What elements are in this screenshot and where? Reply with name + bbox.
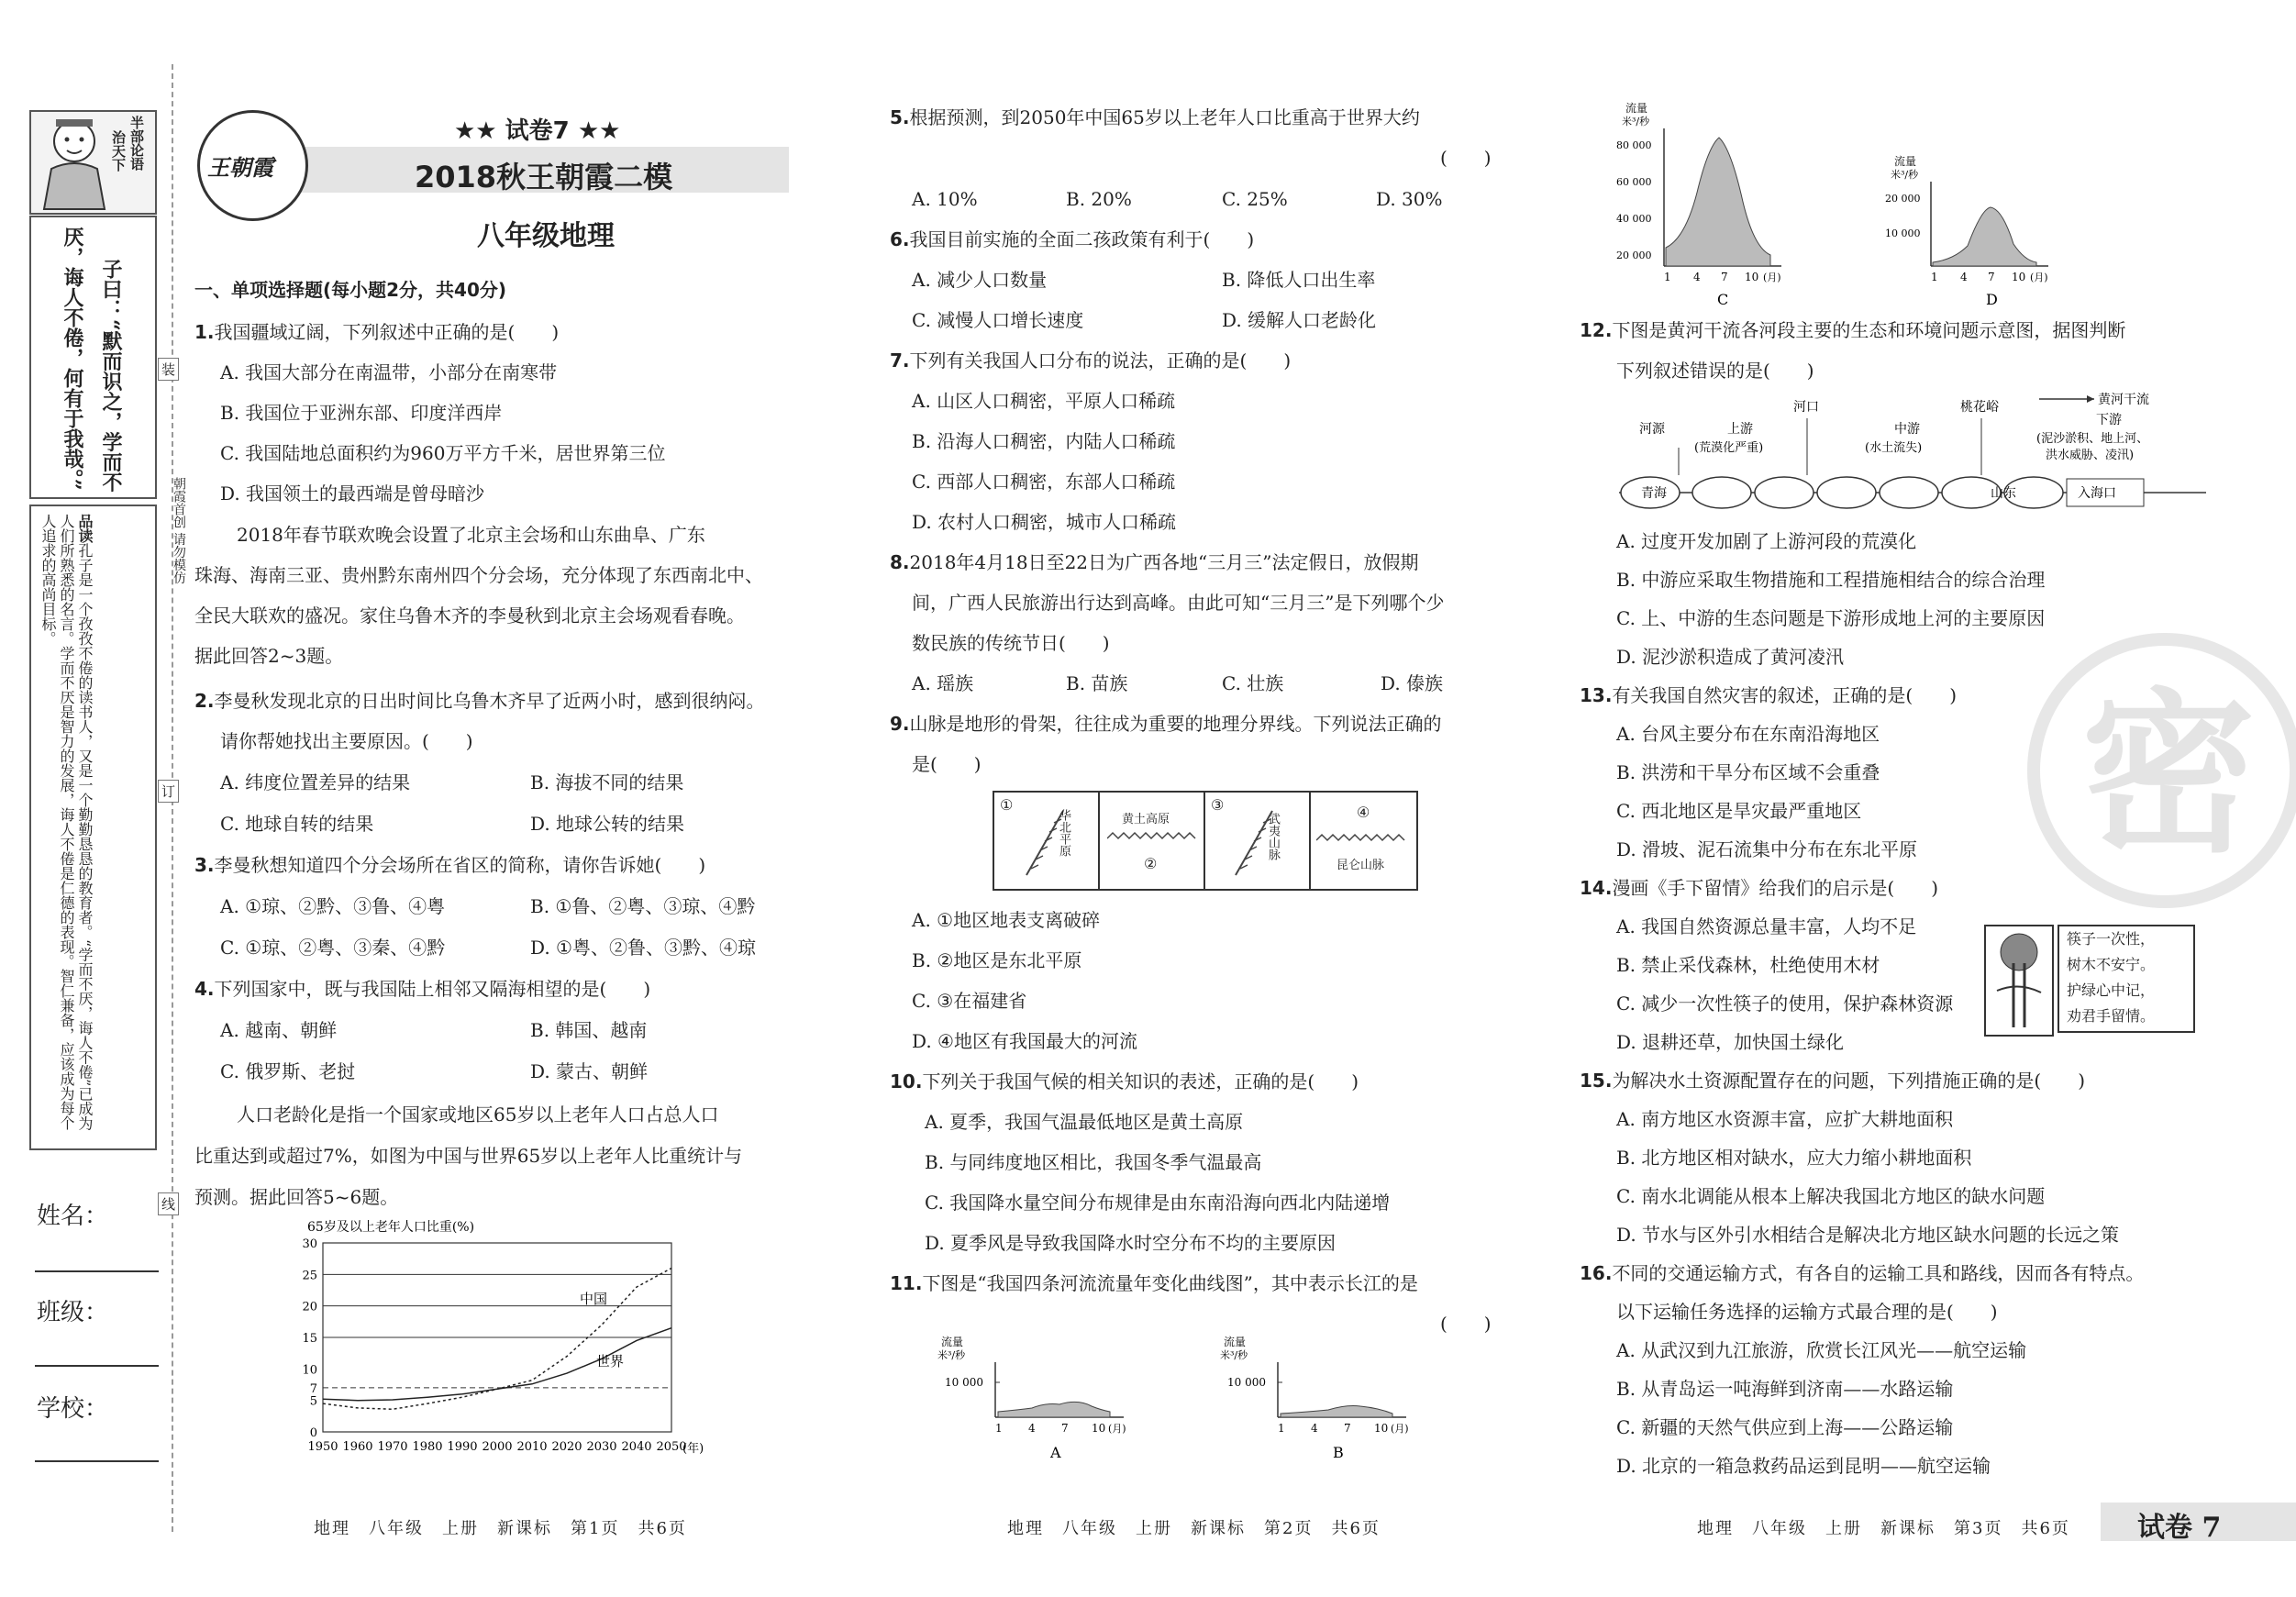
river-d-chart <box>1885 154 2059 312</box>
q8-stem-3: 数民族的传统节日( ) <box>912 632 1110 654</box>
svg-text:20 000: 20 000 <box>1885 193 1921 205</box>
q4-option-c[interactable]: C. 俄罗斯、老挝 <box>220 1060 356 1082</box>
q4-stem: 4.下列国家中，既与我国陆上相邻又隔海相望的是( ) <box>194 978 651 1000</box>
svg-text:1: 1 <box>1664 271 1671 283</box>
q6-option-a[interactable]: A. 减少人口数量 <box>912 269 1048 291</box>
q10-option-c[interactable]: C. 我国降水量空间分布规律是由东南沿海向西北内陆递增 <box>925 1192 1391 1214</box>
q9-option-a[interactable]: A. ①地区地表支离破碎 <box>912 909 1101 931</box>
svg-text:7: 7 <box>1721 271 1728 283</box>
svg-text:米³/秒: 米³/秒 <box>1220 1349 1248 1361</box>
passage2-line1: 人口老龄化是指一个国家或地区65岁以上老年人口占总人口 <box>237 1103 719 1126</box>
q2-option-c[interactable]: C. 地球自转的结果 <box>220 813 374 835</box>
river-segment <box>1692 477 1751 508</box>
q10-option-b[interactable]: B. 与同纬度地区相比，我国冬季气温最高 <box>925 1151 1262 1173</box>
svg-text:20 000: 20 000 <box>1616 250 1652 261</box>
q15-option-a[interactable]: A. 南方地区水资源丰富，应扩大耕地面积 <box>1616 1108 1954 1130</box>
sidebar-cartoon <box>29 110 157 215</box>
aging-chart <box>294 1215 734 1463</box>
sidebar-seal-note: 朝霞首创 请勿模仿 <box>172 477 186 584</box>
svg-text:10 000: 10 000 <box>1227 1376 1266 1389</box>
chart-x-tick: 2020 <box>551 1440 582 1454</box>
river-d-flow <box>1933 207 2036 266</box>
q9-option-c[interactable]: C. ③在福建省 <box>912 990 1027 1012</box>
chart-title: 65岁及以上老年人口比重(%) <box>307 1220 475 1235</box>
river-c-chart <box>1616 101 1791 312</box>
yellow-river-diagram <box>1619 385 2206 523</box>
q3-stem: 3.李曼秋想知道四个分会场所在省区的简称，请你告诉她( ) <box>194 854 706 876</box>
q5-option-b[interactable]: B. 20% <box>1066 188 1132 210</box>
svg-text:80 000: 80 000 <box>1616 139 1652 151</box>
confucius-icon <box>33 114 116 211</box>
q4-option-a[interactable]: A. 越南、朝鲜 <box>220 1019 338 1041</box>
chart-label-world: 世界 <box>596 1353 625 1370</box>
passage2-line3: 预测。据此回答5~6题。 <box>194 1186 399 1208</box>
q10-stem: 10.下列关于我国气候的相关知识的表述，正确的是( ) <box>890 1070 1359 1092</box>
svg-text:1: 1 <box>995 1422 1003 1435</box>
name-label: 姓名： <box>37 1203 109 1230</box>
sidebar-commentary-text: 孔子是一个孜孜不倦的读书人，又是一个勤勤恳恳的教育者。“学而不厌，诲人不倦”已成为人们所熟悉的名言。学而不厌是智力的发展，诲人不倦是仁德的表现。智仁兼备，应该成为每个人追求的高尚目标。 <box>39 514 94 1131</box>
q9-stem-2: 是( ) <box>912 753 982 775</box>
q14-option-d[interactable]: D. 退耕还草，加快国土绿化 <box>1616 1031 1845 1053</box>
svg-text:(荒漠化严重): (荒漠化严重) <box>1694 441 1764 455</box>
q12-option-c[interactable]: C. 上、中游的生态问题是下游形成地上河的主要原因 <box>1616 607 2046 629</box>
q3-option-a[interactable]: A. ①琼、②黔、③鲁、④粤 <box>220 895 446 917</box>
svg-text:10 000: 10 000 <box>945 1376 983 1389</box>
header-logo <box>197 110 308 221</box>
q14-cartoon <box>1984 925 2195 1035</box>
header-paper-tag: ★★ 试卷7 ★★ <box>454 117 621 145</box>
river-segment <box>1755 477 1814 508</box>
q9-option-b[interactable]: B. ②地区是东北平原 <box>912 949 1082 971</box>
q6-stem: 6.我国目前实施的全面二孩政策有利于( ) <box>890 228 1255 250</box>
svg-text:1: 1 <box>1278 1422 1285 1435</box>
q7-option-c[interactable]: C. 西部人口稠密，东部人口稀疏 <box>912 471 1176 493</box>
q2-stem: 2.李曼秋发现北京的日出时间比乌鲁木齐早了近两小时，感到很纳闷。 <box>194 690 765 712</box>
q8-stem-2: 间，广西人民旅游出行达到高峰。由此可知“三月三”是下列哪个少 <box>912 592 1445 614</box>
chart-x-tick: 2030 <box>586 1440 617 1454</box>
svg-text:B: B <box>1333 1444 1344 1461</box>
q9-panels <box>993 791 1418 891</box>
q9-panel-3: ③ 武夷山脉 <box>1205 793 1311 889</box>
chart-y-tick: 30 <box>302 1237 317 1251</box>
q13-option-d[interactable]: D. 滑坡、泥石流集中分布在东北平原 <box>1616 838 1918 860</box>
svg-text:10: 10 <box>1374 1422 1389 1435</box>
header-subtitle: 八年级地理 <box>477 220 615 252</box>
svg-text:4: 4 <box>1028 1422 1036 1435</box>
chart-x-tick: 1990 <box>447 1440 478 1454</box>
chart-x-tick: 2040 <box>621 1440 652 1454</box>
svg-text:下游: 下游 <box>2096 413 2122 427</box>
q3-option-d[interactable]: D. ①粤、②鲁、③黔、④琼 <box>530 937 756 959</box>
q1-option-d[interactable]: D. 我国领土的最西端是曾母暗沙 <box>220 482 485 505</box>
svg-text:青海: 青海 <box>1641 486 1667 501</box>
cartoon-picture <box>1984 925 2054 1037</box>
q10-option-d[interactable]: D. 夏季风是导致我国降水时空分布不均的主要原因 <box>925 1232 1337 1254</box>
sidebar-pin-label: 品读 <box>76 514 94 543</box>
chart-y-tick: 25 <box>302 1269 317 1283</box>
svg-text:10: 10 <box>1745 271 1759 283</box>
chart-y-tick: 0 <box>309 1426 317 1440</box>
svg-text:桃花峪: 桃花峪 <box>1960 400 1999 415</box>
passage1-line3: 全民大联欢的盛况。家住乌鲁木齐的李曼秋到北京主会场观看春晚。 <box>194 604 745 627</box>
q16-option-d[interactable]: D. 北京的一箱急救药品运到昆明——航空运输 <box>1616 1455 1991 1477</box>
chart-x-tick: 2010 <box>516 1440 548 1454</box>
svg-text:60 000: 60 000 <box>1616 176 1652 188</box>
svg-text:流量: 流量 <box>941 1336 964 1348</box>
page3-footer: 地理 八年级 上册 新课标 第3页 共6页 <box>1697 1519 2070 1538</box>
river-b-chart <box>1209 1335 1420 1463</box>
q12-option-a[interactable]: A. 过度开发加剧了上游河段的荒漠化 <box>1616 530 1917 552</box>
margin-mark-zhuang: 装 <box>158 358 179 381</box>
chart-y-tick: 10 <box>302 1363 317 1378</box>
q12-stem: 12.下图是黄河干流各河段主要的生态和环境问题示意图，据图判断 <box>1580 319 2126 341</box>
q9-panel-4: ④ 昆仑山脉 <box>1311 793 1414 889</box>
q6-option-c[interactable]: C. 减慢人口增长速度 <box>912 309 1084 331</box>
q12-option-d[interactable]: D. 泥沙淤积造成了黄河凌汛 <box>1616 646 1845 668</box>
q15-option-c[interactable]: C. 南水北调能从根本上解决我国北方地区的缺水问题 <box>1616 1185 2046 1207</box>
q9-option-d[interactable]: D. ④地区有我国最大的河流 <box>912 1030 1137 1052</box>
svg-text:(月): (月) <box>1763 272 1781 283</box>
chart-y-tick: 20 <box>302 1300 317 1314</box>
svg-text:米³/秒: 米³/秒 <box>1891 169 1919 181</box>
q2-option-b[interactable]: B. 海拔不同的结果 <box>530 771 684 793</box>
svg-text:流量: 流量 <box>1224 1336 1247 1348</box>
chart-x-tick: 1980 <box>412 1440 443 1454</box>
page3-footer-tag: 试卷 7 <box>2137 1512 2222 1544</box>
school-label: 学校： <box>37 1395 109 1423</box>
river-a-flow <box>998 1402 1110 1417</box>
tree-chopsticks-icon <box>1986 926 2052 1035</box>
q16-stem: 16.不同的交通运输方式，有各自的运输工具和路线，因而各有特点。 <box>1580 1262 2145 1284</box>
margin-mark-xian: 线 <box>158 1192 179 1215</box>
q1-stem: 1.我国疆域辽阔，下列叙述中正确的是( ) <box>194 321 560 343</box>
q1-option-c[interactable]: C. 我国陆地总面积约为960万平方千米，居世界第三位 <box>220 442 666 464</box>
chart-x-unit: (年) <box>682 1442 704 1456</box>
q13-stem: 13.有关我国自然灾害的叙述，正确的是( ) <box>1580 684 1958 706</box>
svg-text:4: 4 <box>1693 271 1701 283</box>
paper-tag-text: 试卷7 <box>505 117 570 145</box>
svg-text:黄河干流: 黄河干流 <box>2098 393 2149 407</box>
q9-panel-1: ① 华北平原 <box>994 793 1100 889</box>
passage1-line4: 据此回答2~3题。 <box>194 645 344 667</box>
q15-stem: 15.为解决水土资源配置存在的问题，下列措施正确的是( ) <box>1580 1070 2086 1092</box>
svg-text:(月): (月) <box>2030 272 2048 283</box>
q8-stem: 8.2018年4月18日至22日为广西各地“三月三”法定假日，放假期 <box>890 551 1419 573</box>
river-b-flow <box>1281 1406 1392 1418</box>
svg-text:7: 7 <box>1344 1422 1351 1435</box>
svg-text:4: 4 <box>1311 1422 1318 1435</box>
river-a-chart <box>926 1335 1137 1463</box>
range-icon <box>1316 829 1408 848</box>
svg-text:(水土流失): (水土流失) <box>1865 441 1923 455</box>
svg-text:10 000: 10 000 <box>1885 227 1921 239</box>
q9-panel-2: 黄土高原 ② <box>1100 793 1205 889</box>
chart-y-tick: 5 <box>309 1394 317 1409</box>
chart-y-tick: 15 <box>302 1332 317 1346</box>
q6-option-b[interactable]: B. 降低人口出生率 <box>1222 269 1376 291</box>
svg-text:洪水威胁、凌汛): 洪水威胁、凌汛) <box>2046 449 2135 462</box>
chart-y-tick: 7 <box>309 1381 317 1396</box>
chart-x-tick: 1960 <box>342 1440 373 1454</box>
sidebar-quote-col2: 厌，诲人不倦，何有于我哉。” <box>61 227 84 491</box>
svg-text:10: 10 <box>1092 1422 1106 1435</box>
river-segment <box>1880 477 1938 508</box>
q7-stem: 7.下列有关我国人口分布的说法，正确的是( ) <box>890 349 1292 372</box>
q16-option-a[interactable]: A. 从武汉到九江旅游，欣赏长江风光——航空运输 <box>1616 1339 2027 1361</box>
confidential-stamp <box>2027 633 2296 908</box>
q8-option-c[interactable]: C. 壮族 <box>1222 672 1284 694</box>
q11-paren: ( ) <box>1440 1313 1492 1335</box>
page2-footer: 地理 八年级 上册 新课标 第2页 共6页 <box>1007 1519 1381 1538</box>
passage2-line2: 比重达到或超过7%，如图为中国与世界65岁以上老年人比重统计与 <box>194 1145 743 1167</box>
q1-option-a[interactable]: A. 我国大部分在南温带，小部分在南寒带 <box>220 361 558 383</box>
q7-option-a[interactable]: A. 山区人口稠密，平原人口稀疏 <box>912 390 1176 412</box>
q14-stem: 14.漫画《手下留情》给我们的启示是( ) <box>1580 877 1939 899</box>
q6-option-d[interactable]: D. 缓解人口老龄化 <box>1222 309 1377 331</box>
svg-text:D: D <box>1986 291 1998 308</box>
q3-option-c[interactable]: C. ①琼、②粤、③秦、④黔 <box>220 937 446 959</box>
stamp-text: 密 <box>2081 671 2257 876</box>
sidebar-quote-box <box>29 216 157 499</box>
q9-stem: 9.山脉是地形的骨架，往往成为重要的地理分界线。下列说法正确的 <box>890 713 1442 735</box>
q13-option-a[interactable]: A. 台风主要分布在东南沿海地区 <box>1616 723 1880 745</box>
svg-text:(泥沙淤积、地上河、: (泥沙淤积、地上河、 <box>2036 432 2149 446</box>
q13-option-b[interactable]: B. 洪涝和干旱分布区域不会重叠 <box>1616 761 1880 783</box>
svg-text:山东: 山东 <box>1991 486 2016 501</box>
section-title: 一、单项选择题(每小题2分，共40分) <box>194 279 507 301</box>
svg-text:7: 7 <box>1061 1422 1069 1435</box>
passage1-line1: 2018年春节联欢晚会设置了北京主会场和山东曲阜、广东 <box>237 524 705 546</box>
svg-text:米³/秒: 米³/秒 <box>1622 116 1650 128</box>
q5-option-c[interactable]: C. 25% <box>1222 188 1288 210</box>
svg-text:1: 1 <box>1931 271 1938 283</box>
sidebar-commentary <box>39 514 94 1137</box>
name-field[interactable] <box>35 1270 159 1272</box>
q14-option-a[interactable]: A. 我国自然资源总量丰富，人均不足 <box>1616 915 1917 937</box>
cartoon-poem: 筷子一次性， 树木不安宁。 护绿心中记， 劝君手留情。 <box>2058 925 2195 1033</box>
svg-text:流量: 流量 <box>1894 155 1917 168</box>
q5-option-a[interactable]: A. 10% <box>912 188 978 210</box>
svg-text:米³/秒: 米³/秒 <box>937 1349 966 1361</box>
class-label: 班级： <box>37 1299 109 1326</box>
q5-option-d[interactable]: D. 30% <box>1376 188 1443 210</box>
svg-text:河源: 河源 <box>1639 422 1665 437</box>
q11-stem: 11.下图是“我国四条河流流量年变化曲线图”，其中表示长江的是 <box>890 1272 1418 1294</box>
q3-option-b[interactable]: B. ①鲁、②粤、③琼、④黔 <box>530 895 756 917</box>
sidebar-quote-col1: 子曰：“默而识之，学而不 <box>99 259 123 493</box>
q15-option-b[interactable]: B. 北方地区相对缺水，应大力缩小耕地面积 <box>1616 1147 1972 1169</box>
river-segment <box>1817 477 1876 508</box>
q4-option-b[interactable]: B. 韩国、越南 <box>530 1019 648 1041</box>
svg-text:河口: 河口 <box>1793 400 1819 415</box>
svg-text:流量: 流量 <box>1625 102 1648 115</box>
q16-option-c[interactable]: C. 新疆的天然气供应到上海——公路运输 <box>1616 1416 1954 1438</box>
svg-text:A: A <box>1050 1444 1061 1461</box>
q7-option-b[interactable]: B. 沿海人口稠密，内陆人口稀疏 <box>912 430 1176 452</box>
header-title: 2018秋王朝霞二模 <box>415 160 673 194</box>
chart-x-tick: 2000 <box>482 1440 513 1454</box>
chart-x-tick: 2050 <box>656 1440 687 1454</box>
svg-text:上游: 上游 <box>1727 422 1753 437</box>
svg-text:10: 10 <box>2012 271 2026 283</box>
header-logo-text: 王朝霞 <box>207 154 273 181</box>
svg-text:4: 4 <box>1960 271 1968 283</box>
page1-footer: 地理 八年级 上册 新课标 第1页 共6页 <box>314 1519 687 1538</box>
q15-option-d[interactable]: D. 节水与区外引水相结合是解决北方地区缺水问题的长远之策 <box>1616 1224 2120 1246</box>
sidebar-top-word-1: 半部论语 <box>128 116 145 171</box>
q1-option-b[interactable]: B. 我国位于亚洲东部、印度洋西岸 <box>220 402 503 424</box>
q16-option-b[interactable]: B. 从青岛运一吨海鲜到济南——水路运输 <box>1616 1378 1954 1400</box>
chart-x-tick: 1950 <box>307 1440 338 1454</box>
svg-text:C: C <box>1717 291 1729 308</box>
q14-option-c[interactable]: C. 减少一次性筷子的使用，保护森林资源 <box>1616 993 1954 1015</box>
plateau-icon <box>1107 827 1199 846</box>
passage1-line2: 珠海、海南三亚、贵州黔东南州四个分会场，充分体现了东西南北中、 <box>194 564 763 586</box>
q2-option-d[interactable]: D. 地球公转的结果 <box>530 813 685 835</box>
river-c-flow <box>1666 138 1770 266</box>
q10-option-a[interactable]: A. 夏季，我国气温最低地区是黄土高原 <box>925 1111 1244 1133</box>
q8-option-d[interactable]: D. 傣族 <box>1381 672 1444 694</box>
class-field[interactable] <box>35 1365 159 1367</box>
school-field[interactable] <box>35 1460 159 1462</box>
sidebar-commentary-box <box>29 505 157 1150</box>
q7-option-d[interactable]: D. 农村人口稠密，城市人口稀疏 <box>912 511 1177 533</box>
chart-x-tick: 1970 <box>377 1440 408 1454</box>
q5-stem: 5.根据预测，到2050年中国65岁以上老年人口比重高于世界大约 <box>890 106 1420 128</box>
q5-paren: ( ) <box>1440 147 1492 169</box>
q2-stem-2: 请你帮她找出主要原因。( ) <box>220 730 473 752</box>
q12-option-b[interactable]: B. 中游应采取生物措施和工程措施相结合的综合治理 <box>1616 569 2046 591</box>
q8-option-b[interactable]: B. 苗族 <box>1066 672 1128 694</box>
q4-option-d[interactable]: D. 蒙古、朝鲜 <box>530 1060 649 1082</box>
q8-option-a[interactable]: A. 瑶族 <box>912 672 974 694</box>
q14-option-b[interactable]: B. 禁止采伐森林，杜绝使用木材 <box>1616 954 1880 976</box>
q16-stem-2: 以下运输任务选择的运输方式最合理的是( ) <box>1616 1301 1998 1323</box>
q12-stem-2: 下列叙述错误的是( ) <box>1616 360 1814 382</box>
svg-text:(月): (月) <box>1391 1423 1409 1435</box>
svg-text:中游: 中游 <box>1894 422 1920 437</box>
svg-text:(月): (月) <box>1108 1423 1126 1435</box>
margin-mark-ding: 订 <box>158 780 179 803</box>
svg-text:40 000: 40 000 <box>1616 213 1652 225</box>
chart-label-china: 中国 <box>580 1291 608 1307</box>
svg-text:入海口: 入海口 <box>2078 486 2116 501</box>
svg-text:7: 7 <box>1988 271 1995 283</box>
q2-option-a[interactable]: A. 纬度位置差异的结果 <box>220 771 411 793</box>
q13-option-c[interactable]: C. 西北地区是旱灾最严重地区 <box>1616 800 1862 822</box>
sidebar-top-word-2: 治天下 <box>110 130 127 172</box>
sidebar <box>28 101 156 1174</box>
